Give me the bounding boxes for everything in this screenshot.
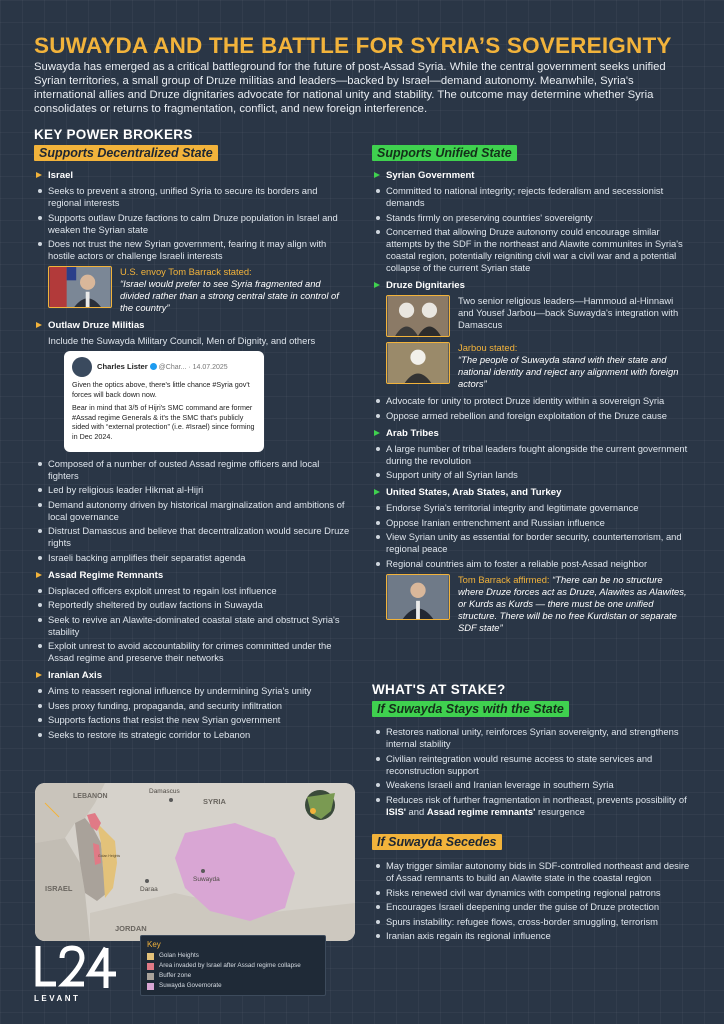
list-item: Advocate for unity to protect Druze identity within a sovereign Syria [372, 395, 690, 407]
section-israel: Israel [34, 170, 352, 181]
tweet-handle: @Char... [158, 363, 187, 371]
map-label-israel: ISRAEL [45, 884, 73, 893]
verified-badge-icon [150, 363, 157, 370]
map-label-jordan: JORDAN [115, 924, 147, 933]
left-column [34, 164, 352, 743]
stays-bullets [372, 726, 690, 820]
militias-subtitle: Include the Suwayda Military Council, Men of Dignity, and others [48, 335, 316, 346]
list-item: Reportedly sheltered by outlaw factions in Suwayda [34, 599, 352, 611]
dignitaries-intro [386, 295, 690, 337]
list-item: Reduces risk of further fragmentation in northeast, prevents possibility of ISIS' and Assad regime remnants' resurgence [372, 794, 690, 818]
list-item: Seeks to prevent a strong, unified Syria to secure its borders and regional interests [34, 185, 352, 209]
list-item: Committed to national integrity; rejects federalism and secessionist demands [372, 185, 690, 209]
israel-bullets [34, 185, 352, 262]
portrait-image [386, 342, 450, 384]
list-item: Encourages Israeli deepening under the guise of Druze protection [372, 901, 690, 913]
list-item: View Syrian unity as essential for border security, counterterrorism, and regional peace [372, 531, 690, 555]
list-item: Concerned that allowing Druze autonomy could encourage similar attempts by the SDF in the northeast and Alawite communites in Syria's coastal region, potentially reigniting civil war a civil war and a potential collapse of the current Syrian state [372, 226, 690, 274]
list-item: Seeks to restore its strategic corridor to Lebanon [34, 729, 352, 741]
list-item: Distrust Damascus and believe that decentralization would secure Druze rights [34, 525, 352, 549]
tweet-paragraph: Given the optics above, there's little chance #Syria gov't forces will back down now. [72, 380, 250, 399]
stays-tag: If Suwayda Stays with the State [372, 701, 569, 717]
stake-heading: WHAT'S AT STAKE? [372, 682, 506, 697]
list-item: Israeli backing amplifies their separatist agenda [34, 552, 352, 564]
secedes-bullets [372, 860, 690, 945]
list-item: Endorse Syria's territorial integrity and legitimate governance [372, 502, 690, 514]
list-item: May trigger similar autonomy bids in SDF-controlled northeast and desire of Assad remnants to build an Alawite state in the coastal region [372, 860, 690, 884]
section-remnants: Assad Regime Remnants [34, 570, 352, 581]
avatar [72, 357, 92, 377]
list-item: Aims to reassert regional influence by undermining Syria's unity [34, 685, 352, 697]
quote-attribution: Tom Barrack affirmed: [458, 573, 550, 585]
map-label-damascus: Damascus [149, 788, 180, 795]
map-label-syria: SYRIA [203, 797, 226, 806]
iran-bullets [34, 685, 352, 741]
dignitaries-text: Two senior religious leaders—Hammoud al-Hinnawi and Yousef Jarbou—back Suwayda's integration with Damascus [458, 295, 679, 330]
list-item: Civilian reintegration would resume access to state services and reconstruction support [372, 753, 690, 777]
list-item: Composed of a number of ousted Assad regime officers and local fighters [34, 458, 352, 482]
list-item: Stands firmly on preserving countries' sovereignty [372, 212, 690, 224]
legend-swatch [147, 983, 154, 990]
quote-attribution: Jarbou stated: [458, 342, 518, 353]
quote-text: “There can be no structure where Druze forces act as Druze, Alawites as Alawites, or Kurds as Kurds — there must be one unified structure. There will be no free Kurdistan or separate SDF state” [458, 573, 687, 633]
l24-logo-icon [34, 944, 124, 996]
legend-swatch [147, 963, 154, 970]
section-allies: United States, Arab States, and Turkey [372, 487, 690, 498]
map-label-daraa: Daraa [140, 886, 158, 893]
decentralized-tag: Supports Decentralized State [34, 145, 218, 161]
list-item: Iranian axis regain its regional influence [372, 930, 690, 942]
region-map [35, 783, 355, 941]
dignitaries-bullets [372, 395, 690, 422]
legend-item: Buffer zone [147, 971, 319, 981]
section-government: Syrian Government [372, 170, 690, 181]
portrait-image [386, 574, 450, 620]
legend-item: Golan Heights [147, 951, 319, 961]
list-item: Oppose Iranian entrenchment and Russian influence [372, 517, 690, 529]
list-item: Regional countries aim to foster a reliable post-Assad neighbor [372, 558, 690, 570]
list-item: Demand autonomy driven by historical marginalization and ambitions of local governance [34, 499, 352, 523]
tweet-author: Charles Lister [97, 361, 148, 371]
section-dignitaries: Druze Dignitaries [372, 280, 690, 291]
embedded-tweet [64, 351, 264, 452]
legend-title: Key [147, 940, 161, 949]
legend-swatch [147, 953, 154, 960]
list-item: Displaced officers exploit unrest to regain lost influence [34, 585, 352, 597]
remnants-bullets [34, 585, 352, 665]
list-item: A large number of tribal leaders fought alongside the current government during the revolution [372, 443, 690, 467]
section-militias: Outlaw Druze Militias [34, 320, 352, 331]
tweet-paragraph: Bear in mind that 3/5 of Hijri's SMC command are former #Assad regime Generals & it's the SMC that's publicly sided with “external protection” (i.e. #Israel) since forming in Dec 2024. [72, 403, 255, 441]
list-item: Oppose armed rebellion and foreign exploitation of the Druze cause [372, 410, 690, 422]
quote-text: “The people of Suwayda stand with their state and national identity and reject any alignment with foreign actors” [458, 354, 679, 389]
barrack-quote [48, 266, 352, 314]
map-label-lebanon: LEBANON [73, 793, 108, 800]
section-tribes: Arab Tribes [372, 428, 690, 439]
right-column [372, 164, 690, 639]
list-item: Does not trust the new Syrian government, fearing it may align with hostile actors or challenge Israeli interests [34, 238, 352, 262]
list-item: Seek to revive an Alawite-dominated coastal state and obstruct Syria's stability [34, 614, 352, 638]
list-item: Risks renewed civil war dynamics with competing regional patrons [372, 887, 690, 899]
map-graphic [35, 783, 355, 941]
list-item: Support unity of all Syrian lands [372, 469, 690, 481]
intro-paragraph: Suwayda has emerged as a critical battleground for the future of post-Assad Syria. While the central government seeks unified Syrian territories, a small group of Druze militias and leaders—backed by Israel—demand autonomy. Meanwhile, Syria's international allies and Druze dignitaries advocate for national unity and stability. The outcome may determine whether Syria consolidates or returns to fragmentation, conflict, and new foreign interference. [34, 61, 666, 115]
tribes-bullets [372, 443, 690, 482]
unified-tag: Supports Unified State [372, 145, 517, 161]
portrait-image [48, 266, 112, 308]
section-iran: Iranian Axis [34, 670, 352, 681]
list-item: Led by religious leader Hikmat al-Hijri [34, 484, 352, 496]
barrack-affirmed-quote [386, 574, 690, 634]
brand-subtitle: LEVANT [34, 994, 81, 1003]
power-brokers-heading: KEY POWER BROKERS [34, 127, 193, 142]
map-label-suwayda: Suwayda [193, 876, 220, 883]
map-label-golan: Golan Heights [98, 854, 121, 858]
portrait-image [386, 295, 450, 337]
tweet-date: · 14.07.2025 [188, 363, 228, 371]
militias-bullets [34, 458, 352, 564]
map-legend [140, 935, 326, 996]
list-item: Uses proxy funding, propaganda, and security infiltration [34, 700, 352, 712]
quote-attribution: U.S. envoy Tom Barrack stated: [120, 266, 252, 277]
government-bullets [372, 185, 690, 274]
list-item: Supports outlaw Druze factions to calm Druze population in Israel and weaken the Syrian state [34, 212, 352, 236]
legend-swatch [147, 973, 154, 980]
list-item: Exploit unrest to avoid accountability for crimes committed under the Assad regime and preserve their networks [34, 640, 352, 664]
list-item: Spurs instability: refugee flows, cross-border smuggling, terrorism [372, 916, 690, 928]
legend-item: Suwayda Governorate [147, 981, 319, 991]
jarbou-quote [386, 342, 690, 390]
list-item: Weakens Israeli and Iranian leverage in southern Syria [372, 779, 690, 791]
secedes-tag: If Suwayda Secedes [372, 834, 502, 850]
page-title: SUWAYDA AND THE BATTLE FOR SYRIA’S SOVEREIGNTY [34, 33, 672, 58]
legend-item: Area invaded by Israel after Assad regime collapse [147, 961, 319, 971]
allies-bullets [372, 502, 690, 570]
quote-text: “Israel would prefer to see Syria fragmented and divided rather than a strong central state in control of the country” [120, 278, 339, 313]
list-item: Restores national unity, reinforces Syrian sovereignty, and strengthens internal stability [372, 726, 690, 750]
list-item: Supports factions that resist the new Syrian government [34, 714, 352, 726]
